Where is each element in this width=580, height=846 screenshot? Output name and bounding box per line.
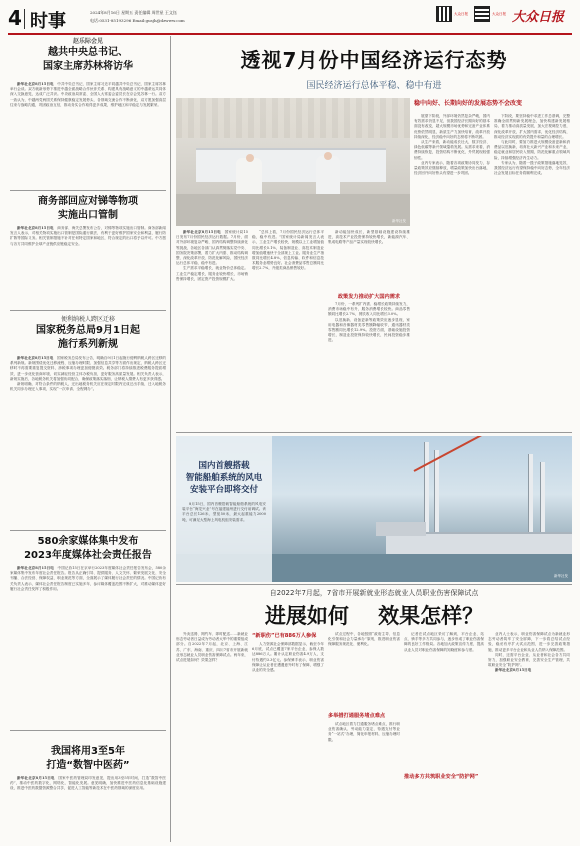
date-line: 2024年8月16日 星期五 责任编辑 周世星 王文钰 <box>90 10 177 15</box>
bottom-body: 试点地区着力打通服务堵点难点，推行职业伤害确认、劳动能力鉴定、待遇支付等业务“一站式”办理，简化申报材料，压缩办理时限。 <box>328 722 400 742</box>
lead-body: 下阶段，要坚持稳中求进工作总基调，完整准确全面贯彻新发展理念，加快构建新发展格局，着力推动高质量发展，加大宏观调控力度，深化改革开放，扩大国内需求，优化经济结构，推动经济实现质的有效提升和量的合理增长。 与此同时，要加力推进大规模设备更新和消费品以旧换新，培育壮大新兴产业和未来产业，稳定就业和居民收入预期，防范化解重点领域风险，持续增强经济内生动力。 专家认为，随着一揽子政策措施落地见效，我国经济运行有望保持稳中向好态势，全年经济社会发展目标任务将顺利完成。 <box>494 114 570 176</box>
article-title: 580余家媒体集中发布 2023年度媒体社会责任报告 <box>24 536 152 561</box>
bottom-body: 记者在试点地区采访了解到，平台企业、站点、骑手等多方共同参与，逐步形成了职业伤害保障的良好工作格局。各地加大政策宣传力度，提高从业人员对职业伤害保障的知晓度和参与度。 <box>404 632 484 652</box>
lead-body: 展望下阶段，外部环境仍然复杂严峻，国内有效需求仍显不足，但我国经济长期向好的基本面没有改变，超大规模市场优势和完备产业体系优势依然明显，新质生产力加快培育，改革开放持续深化，经济稳中向好的态势将不断巩固。 从生产来看，新动能成长壮大，数字经济、绿色低碳等新兴领域蓬勃发展。从需求来看，消费持续恢复，投资结构不断优化，外贸展现较强韧性。 业内专家表示，随着各项政策协同发力，存量政策效应继续释放，增量政策加快出台落地，经济回升向好势头有望进一步巩固。 <box>414 114 490 176</box>
photo-story-body: 8月15日，国内首艘搭载智能船舶系统的风电安装平台“海龙兴业”号在福建福州进行交付前调试。该平台总长126米、型宽50米，最大起重能力2000吨，可满足大型海上风电机组安装需求。 <box>182 502 266 522</box>
lead-body: 新华社北京8月15日电 国家统计局15日发布7月份国民经济运行数据。7月份，面对外部环境复杂严峻、国内结构调整持续深化等挑战，各地区各部门认真贯彻落实党中央、国务院决策部署，着力扩大内需、推动结构调整、深化改革开放、防范化解风险，国民经济运行总体平稳、稳中有进。 生产需求平稳增长，就业物价总体稳定。工业生产稳定增长，服务业较快增长，市场销售保持增长，固定资产投资规模扩大。 <box>176 230 248 281</box>
bottom-title: 进展如何 效果怎样？ <box>264 604 484 628</box>
page-header <box>8 6 572 36</box>
article-body: 新华社北京8月15日电 国家税务总局发布公告，明确自9月1日起施行便利纳税人跨区迁移的系列新规。新规围绕优化迁移流程、压缩办理时限、加强信息共享等方面作出规定，纳税人跨区迁移时不再需要重复提交资料，涉税事项办理更加便捷高效。税务部门将持续推进税费服务提质增效，进一步优化营商环境，切实减轻经营主体办税负担，更好服务高质量发展。相关负责人表示，新规实施后，各地税务机关将加强协同配合，确保政策落实落细，让纳税人缴费人有更多获得感。 新规明确，对符合条件的纳税人，迁出地税务机关应在规定时限内完成迁出手续，迁入地税务机关同步办理迁入事项，实现“一次申请、全程网办”。 <box>10 356 166 392</box>
qr-code <box>474 6 490 22</box>
article-kicker: 便利纳税人跨区迁移 <box>60 316 115 323</box>
bottom-body: 业内人士表示，职业伤害保障试点为新就业形态劳动者筑牢了安全屏障，下一步将总结试点经验，稳妥有序扩大试点范围，进一步完善政策措施，推动更多平台企业和从业人员纳入保障范围。 同时，还需平台企业、从业者和社会各方共同努力，加强职业安全教育，完善安全生产管理，共筑职业安全“防护网”。 新华社北京8月15日电 <box>488 632 570 673</box>
section-heading: 多举措打通服务堵点难点 <box>328 713 386 719</box>
article-body: 新华社北京8月15日电 商务部、海关总署发布公告，对锑等物项实施出口管制。商务部新闻发言人表示，对相关物项实施出口管制是国际通行做法，有利于更好维护国家安全和利益、履行防扩散等国际义务。相关管制措施不针对任何特定国家和地区，符合规定的出口将予以许可。中方愿与各方共同维护全球产业链供应链稳定安全。 <box>10 226 166 246</box>
lead-subtitle: 国民经济运行总体平稳、稳中有进 <box>306 81 442 91</box>
lead-title: 透视7月份中国经济运行态势 <box>240 48 508 72</box>
qr-label: 大众日报 <box>492 12 506 16</box>
article-body: 新华社北京8月15日电 中共中央总书记、国家主席习近平同越共中央总书记、国家主席苏林举行会谈。双方就新形势下推进中越全面战略合作伙伴关系、构建具有战略意义的中越命运共同体深入交换意见，达成广泛共识。中央政治局常委、全国人大常委会委员长在京会见苏林一行。双方一致认为，中越两党两国关系保持健康稳定发展势头，各领域交流合作不断深化，双方愿加强高层往来与战略沟通，巩固政治互信，推动务实合作取得更多成果，维护地区和平稳定与发展繁荣。 <box>10 82 166 107</box>
article-body: 新华社北京8月15日电 国家中医药管理局印发意见，提出用3至5年时间，打造“数智中医药”，推动中医药数字化、网络化、智能化发展。意见明确，加快推进中医药信息化基础设施建设，推进中医药数据资源整合共享，促进人工智能等新技术在中医药领域的深度应用。 <box>10 776 166 791</box>
photo-caption: 新华社发 <box>392 219 406 223</box>
article-title: 商务部回应对锑等物项 实施出口管制 <box>38 196 138 221</box>
bottom-body: 外卖送餐、网约车、即时配送……新就业形态劳动者日益成为劳动者大军中的重要组成部分。自2022年7月起，北京、上海、江苏、广东、海南、重庆、四川7省市开展新就业形态就业人员职业伤害保障试点。两年来，试点进展如何？效果怎样？ <box>176 632 248 663</box>
article-title: 我国将用3至5年 打造“数智中医药” <box>46 746 130 771</box>
page-number: 4 <box>8 6 22 30</box>
section-heading: 推动多方共筑职业安全“防护网” <box>404 774 479 780</box>
photo-story <box>176 436 572 582</box>
article-body: 新华社北京8月15日电 中国记协15日在京举行2023年度媒体社会责任报告发布会，580余家媒体集中发布年度社会责任报告。报告从正确引导、提供服务、人文关怀、繁荣发展文化、安全刊播、合法经营、保障权益、职业规范等方面，全面展示了媒体履行社会责任的情况。中国记协有关负责人表示，媒体社会责任报告制度已实施多年，参评媒体覆盖范围不断扩大，对推动媒体更好履行社会责任发挥了积极作用。 <box>10 566 166 591</box>
section-heading: 政策发力推动扩大国内需求 <box>337 294 401 300</box>
bottom-kicker: 自2022年7月起，7省市开展新就业形态就业人员职业伤害保障试点 <box>269 589 479 597</box>
bottom-body: 试点过程中，各地按照“政府主导、信息化引领和社会力量承办”原则，推进职业伤害保障服务规范化、便利化。 <box>328 632 400 647</box>
photo-story-title: 国内首艘搭载 智能船舶系统的风电 安装平台即将交付 <box>185 461 263 495</box>
article-title: 赵乐际会见 越共中央总书记、 国家主席苏林将访华 <box>43 38 133 72</box>
section-heading: “新职伤”已有886万人参保 <box>252 633 317 639</box>
article-title: 国家税务总局9月1日起 施行系列新规 <box>36 325 140 350</box>
photo-caption: 新华社发 <box>554 574 568 578</box>
contact-line: 电话:0531-85193296 Email:gusjh@dzwww.com <box>90 18 185 23</box>
bottom-body: 人力资源社会保障部数据显示，截至今年6月底，试点已覆盖7家平台企业，参保人数达886万人。累计认定职业伤害4.9万人，支付待遇约3.3亿元。参保骑手表示，职业伤害保障让从业者在遭遇意外时有了保障，增强了从业的安全感。 <box>252 642 324 673</box>
factory-photo <box>176 98 410 226</box>
lead-body: 新动能加快成长，新型基础设施建设持续推进，高技术产业投资保持较快增长，新能源汽车、集成电路等产品产量实现较快增长。 <box>328 230 410 245</box>
lead-body: “总体上看，7月份国民经济运行总体平稳，稳中有进。”国家统计局新闻发言人表示，工业生产增长较快，规模以上工业增加值同比增长5.1%，装备制造业、高技术制造业增加值增速快于全部规上工业。服务业生产指数同比增长4.8%，信息传输、软件和信息技术服务业增势良好。社会消费品零售总额同比增长2.7%，升级类商品销售较好。 <box>252 230 324 271</box>
qr-code <box>436 6 452 22</box>
lead-body: 7月份，一系列扩内需、稳增长政策持续发力，消费市场稳中有升，服务消费增长较快。商品零售额同比增长2.7%，餐饮收入同比增长3.0%。 以旧换新、设备更新等政策效应逐步显现，家用电器和音像器材类零售额降幅收窄，通讯器材类零售额同比增长12.9%。投资方面，基础设施投资增长，制造业投资保持较快增长，民间投资稳步推进。 <box>328 302 410 343</box>
section-title: 时事 <box>30 11 66 32</box>
section-heading: 稳中向好、长期向好的发展态势不会改变 <box>414 100 523 107</box>
paper-logo: 大众日报 <box>512 10 565 25</box>
qr-label: 大众日报 <box>454 12 468 16</box>
